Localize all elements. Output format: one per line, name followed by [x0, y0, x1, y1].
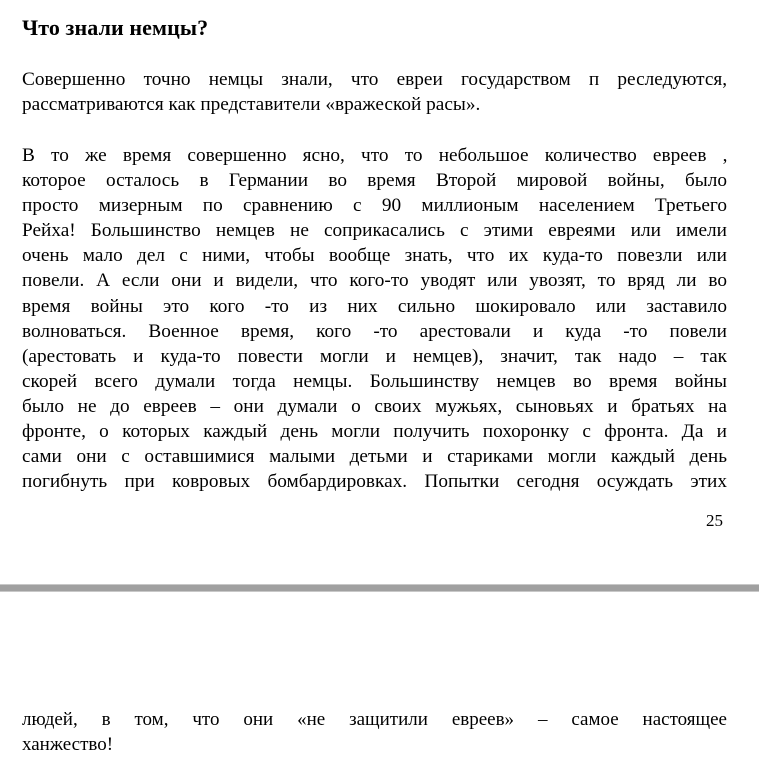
text-line: (арестовать и куда-то повести могли и немцев), значит, так надо – так [22, 345, 727, 367]
text-line: которое осталось в Германии во время Второй мировой войны, было [22, 170, 727, 192]
text-line: просто мизерным по сравнению с 90 миллионым населением Третьего [22, 195, 727, 217]
text-line: время войны это кого -то из них сильно шокировало или заставило [22, 295, 727, 317]
text-line: рассматриваются как представители «вражеской расы». [22, 94, 481, 116]
text-line: Рейха! Большинство немцев не соприкасались с этими евреями или имели [22, 220, 727, 242]
text-line: повели. А если они и видели, что кого-то уводят или увозят, то вряд ли во [22, 270, 727, 292]
section-heading: Что знали немцы? [22, 15, 209, 40]
text-line: людей, в том, что они «не защитили евреев» – самое настоящее [22, 709, 727, 730]
paragraph-continuation [22, 707, 727, 757]
page-number: 25 [706, 511, 723, 530]
text-line: было не до евреев – они думали о своих мужьях, сыновьях и братьях на [22, 395, 727, 417]
document-page-26 [0, 593, 759, 772]
text-line: волноваться. Военное время, кого -то арестовали и куда -то повели [22, 320, 727, 342]
paragraph-2 [22, 143, 727, 494]
text-line: ханжество! [22, 734, 114, 756]
text-line: сами они с оставшимися малыми детьми и стариками могли каждый день [22, 446, 727, 468]
text-line: фронте, о которых каждый день могли получить похоронку с фронта. Да и [22, 421, 727, 443]
text-line: Совершенно точно немцы знали, что евреи государством п реследуются, [22, 69, 728, 90]
text-line: очень мало дел с ними, чтобы вообще знать, что их куда-то повезли или [22, 245, 727, 267]
page-break-divider [0, 584, 759, 592]
text-line: погибнуть при ковровых бомбардировках. Попытки сегодня осуждать этих [22, 471, 727, 493]
text-line: В то же время совершенно ясно, что то небольшое количество евреев , [22, 145, 728, 166]
paragraph-1 [22, 67, 727, 117]
text-line: скорей всего думали тогда немцы. Большинству немцев во время войны [22, 370, 727, 392]
